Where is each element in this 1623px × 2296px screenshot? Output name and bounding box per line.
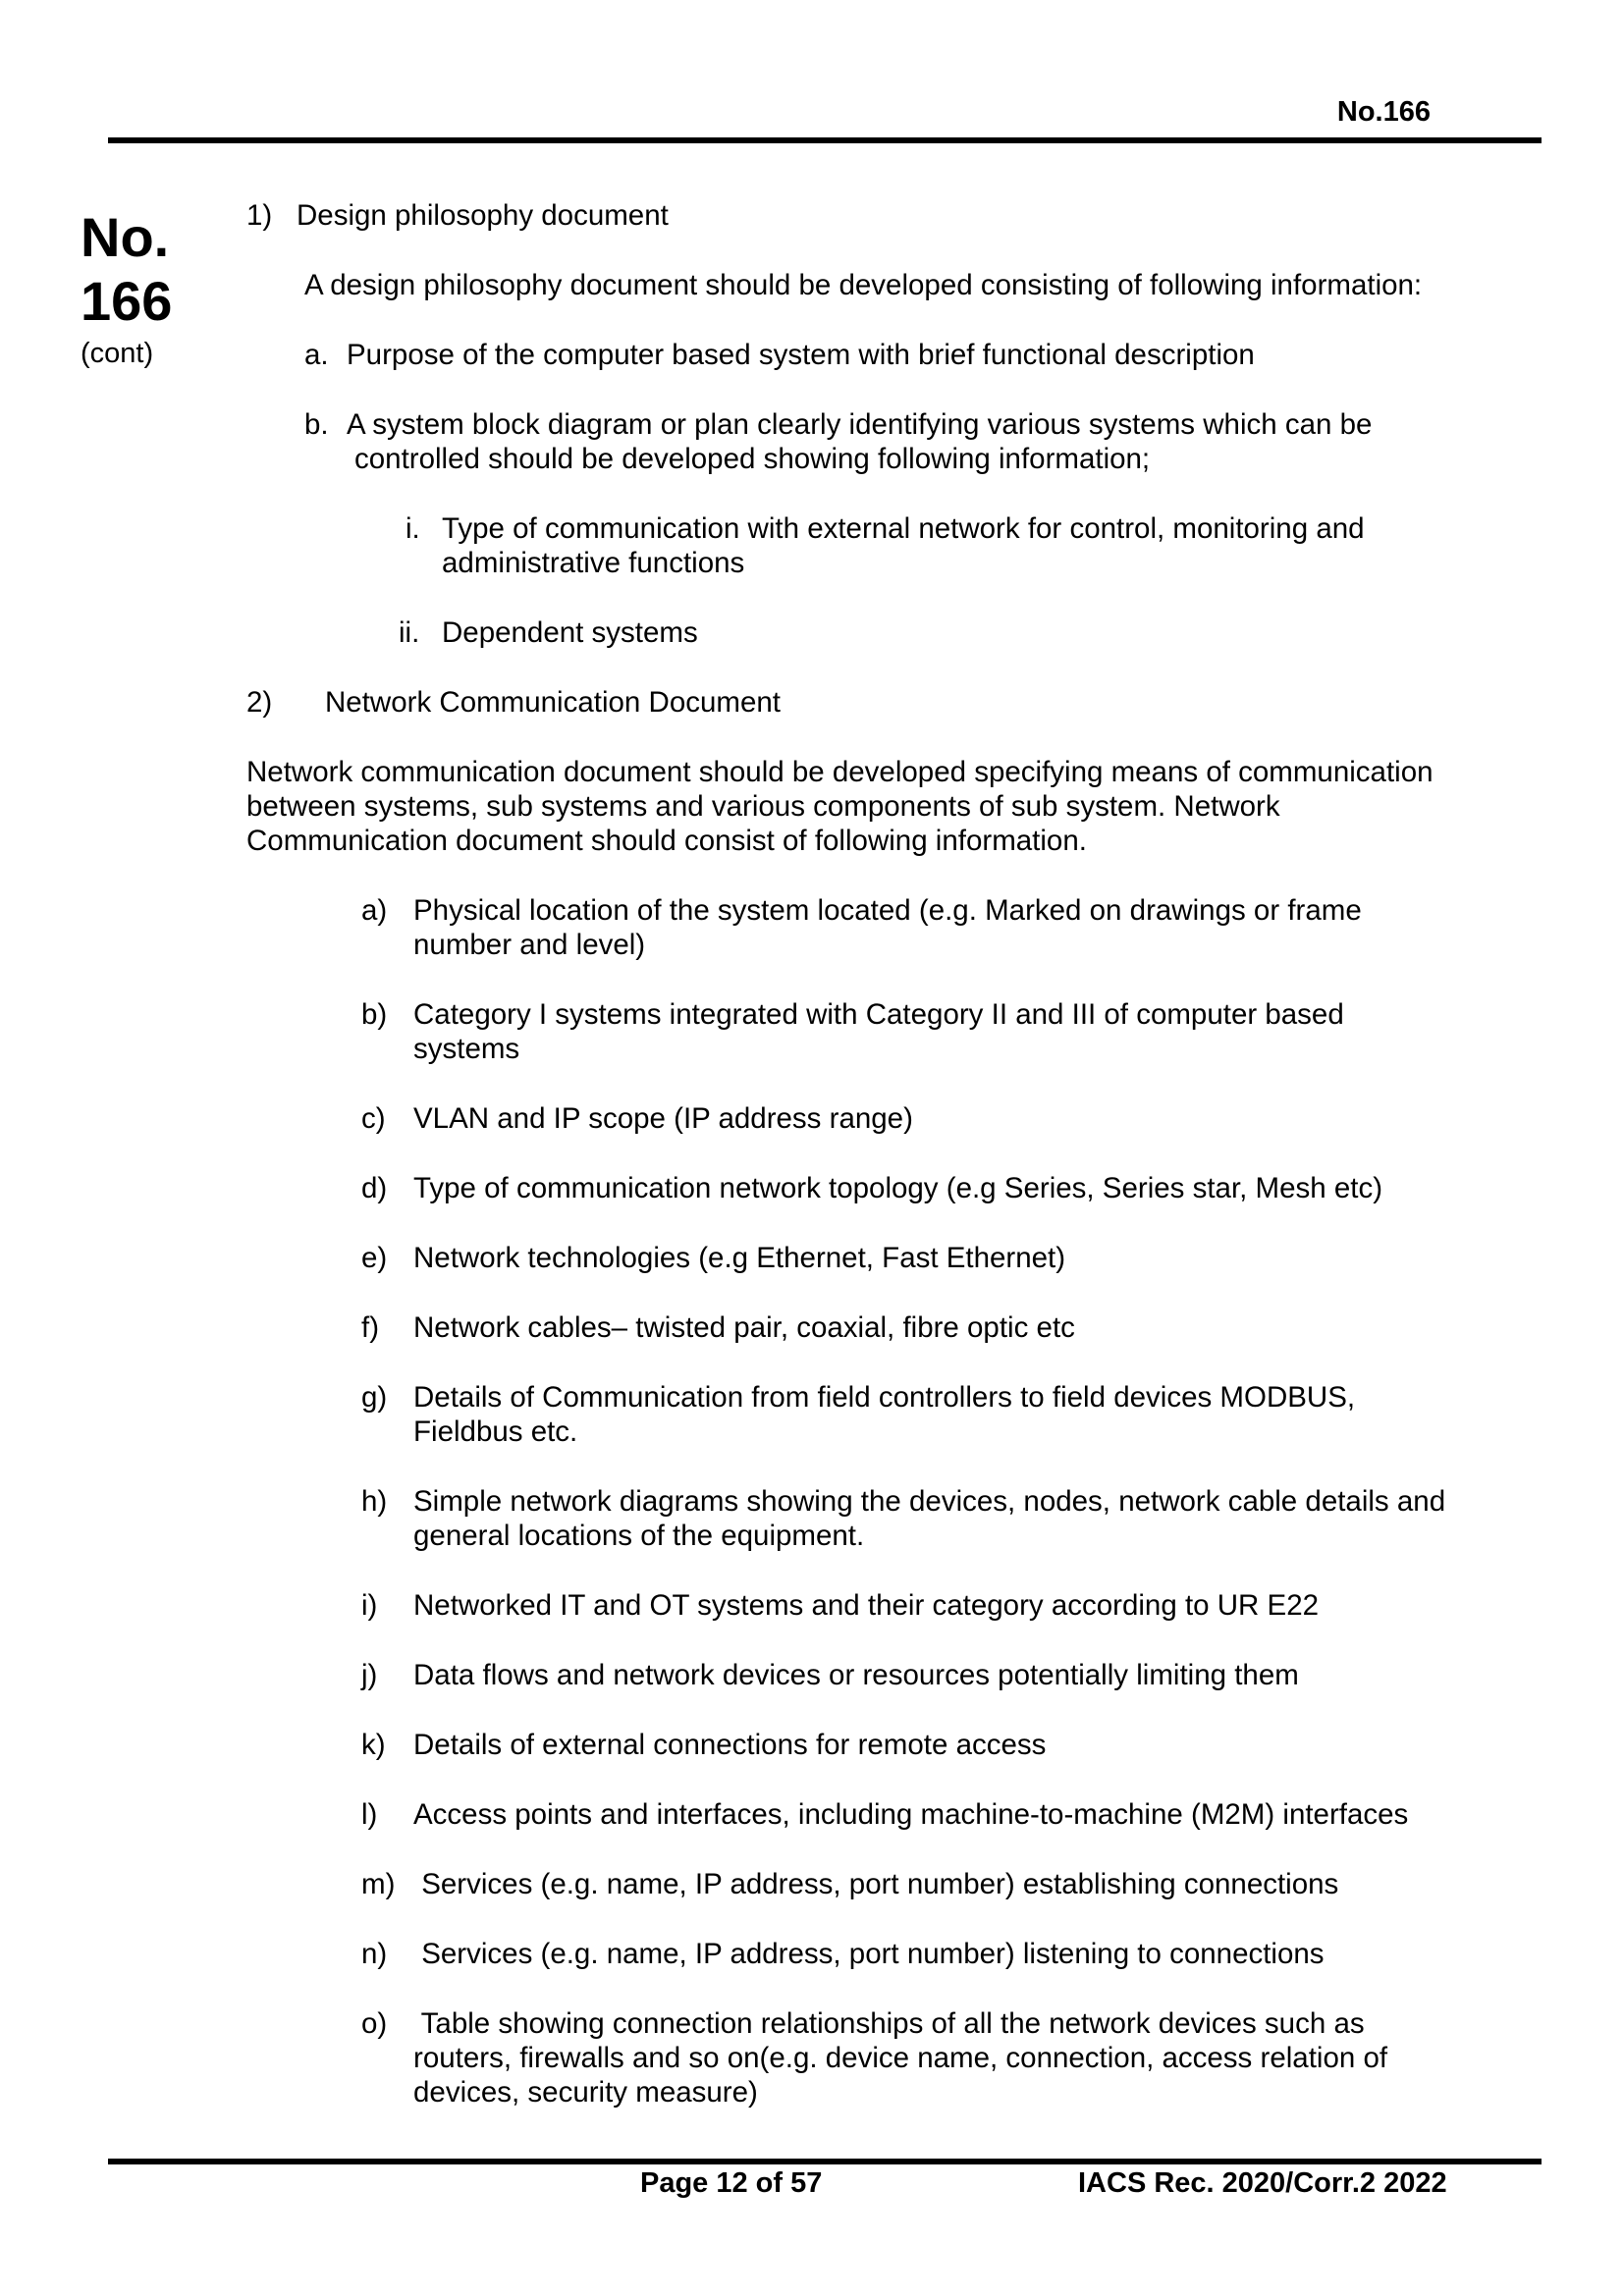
section2-para-line3: Communication document should consist of following information. <box>246 825 1087 857</box>
header-doc-number: No.166 <box>1336 96 1431 128</box>
footer-page-number: Page 12 of 57 <box>640 2167 823 2199</box>
list-item-text: Data flows and network devices or resources potentially limiting them <box>413 1659 1299 1691</box>
list-item-label: a) <box>361 894 388 927</box>
list-item-label: m) <box>361 1868 396 1900</box>
list-item-text: Services (e.g. name, IP address, port number) establishing connections <box>413 1868 1339 1900</box>
list-item-label: j) <box>361 1659 378 1691</box>
list-item-label: o) <box>361 2007 388 2040</box>
list-item-text: Type of communication network topology (e.g Series, Series star, Mesh etc) <box>413 1172 1383 1204</box>
list-item-label: g) <box>361 1381 388 1414</box>
list-item-text: number and level) <box>413 929 646 961</box>
list-item-label: n) <box>361 1938 388 1970</box>
footer-rule <box>108 2159 1542 2164</box>
list-item-text: Networked IT and OT systems and their category according to UR E22 <box>413 1589 1320 1622</box>
list-item-label: e) <box>361 1242 388 1274</box>
sidebar-number: 166 <box>81 270 173 332</box>
list-item-text: Physical location of the system located (e.g. Marked on drawings or frame <box>413 894 1362 927</box>
list-item-text: Details of Communication from field controllers to field devices MODBUS, <box>413 1381 1356 1414</box>
item-a-label: a. <box>304 339 329 371</box>
list-item-label: d) <box>361 1172 388 1204</box>
list-item-text: Network technologies (e.g Ethernet, Fast Ethernet) <box>413 1242 1066 1274</box>
list-item-label: c) <box>361 1102 386 1135</box>
section2-number: 2) <box>246 686 273 719</box>
list-item-label: l) <box>361 1798 378 1831</box>
item-b-line1: A system block diagram or plan clearly identifying various systems which can be <box>347 408 1373 441</box>
section1-number: 1) <box>246 199 273 232</box>
section2-para-line2: between systems, sub systems and various components of sub system. Network <box>246 790 1280 823</box>
list-item-text: Category I systems integrated with Category II and III of computer based <box>413 998 1344 1031</box>
sub-ii-text: Dependent systems <box>442 616 698 649</box>
sidebar-cont: (cont) <box>81 338 154 369</box>
sub-i-line2: administrative functions <box>442 547 745 579</box>
list-item-text: Network cables– twisted pair, coaxial, fibre optic etc <box>413 1311 1075 1344</box>
list-item-label: k) <box>361 1729 386 1761</box>
list-item-text: general locations of the equipment. <box>413 1520 865 1552</box>
list-item-label: i) <box>361 1589 378 1622</box>
list-item-text: Services (e.g. name, IP address, port number) listening to connections <box>413 1938 1325 1970</box>
list-item-text: VLAN and IP scope (IP address range) <box>413 1102 913 1135</box>
sub-i-line1: Type of communication with external network for control, monitoring and <box>442 512 1365 545</box>
header-rule <box>108 137 1542 143</box>
list-item-label: f) <box>361 1311 380 1344</box>
item-a-text: Purpose of the computer based system with brief functional description <box>347 339 1255 371</box>
section1-title: Design philosophy document <box>297 199 669 232</box>
list-item-text: devices, security measure) <box>413 2076 758 2109</box>
list-item-text: Simple network diagrams showing the devices, nodes, network cable details and <box>413 1485 1446 1518</box>
section1-intro: A design philosophy document should be developed consisting of following information: <box>304 269 1423 301</box>
list-item-label: b) <box>361 998 388 1031</box>
section2-title: Network Communication Document <box>325 686 781 719</box>
list-item-text: routers, firewalls and so on(e.g. device name, connection, access relation of <box>413 2042 1388 2074</box>
list-item-text: Access points and interfaces, including machine-to-machine (M2M) interfaces <box>413 1798 1409 1831</box>
sidebar-no-label: No. <box>81 206 170 268</box>
item-b-label: b. <box>304 408 329 441</box>
section2-para-line1: Network communication document should be developed specifying means of communication <box>246 756 1434 788</box>
list-item-text: Table showing connection relationships of all the network devices such as <box>413 2007 1365 2040</box>
list-item-label: h) <box>361 1485 388 1518</box>
list-item-text: systems <box>413 1033 520 1065</box>
item-b-line2: controlled should be developed showing following information; <box>354 443 1151 475</box>
sub-ii-label: ii. <box>399 616 420 649</box>
sub-i-label: i. <box>406 512 420 545</box>
footer-rec-reference: IACS Rec. 2020/Corr.2 2022 <box>1078 2167 1447 2199</box>
list-item-text: Details of external connections for remote access <box>413 1729 1047 1761</box>
list-item-text: Fieldbus etc. <box>413 1415 578 1448</box>
